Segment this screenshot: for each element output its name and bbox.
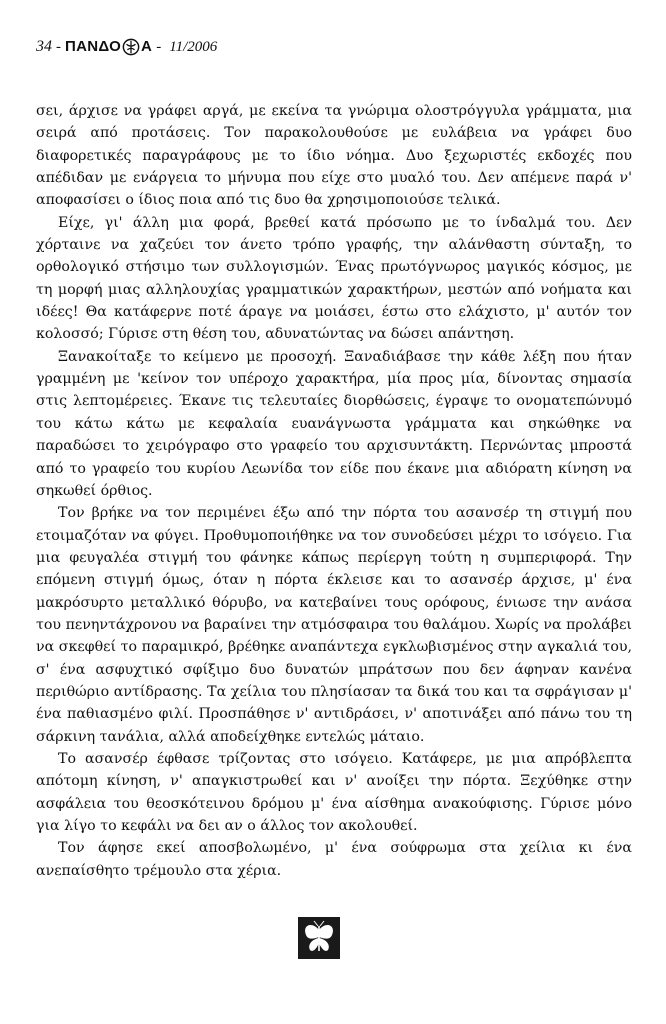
butterfly-ornament-icon xyxy=(298,917,340,959)
paragraph: Είχε, γι' άλλη μια φορά, βρεθεί κατά πρόσωπο με το ίνδαλμά του. Δεν χόρταινε να χαζεύει τον άνετο τρόπο γραφής, την αλάνθαστη σύνταξη, το ορθολογικό στήσιμο των συλλογισμών. Ένας πρωτόγνωρος μαγικός κόσμος, με τη μορφή μιας αλληλουχίας γραμματικών χαρακτήρων, μεστών από νοήματα και ιδέες! Θα κατάφερνε ποτέ άραγε να μοιάσει, έστω στο ελάχιστο, μ' αυτόν τον κολοσσό; Γύρισε στη θέση του, αδυνατώντας να δώσει απάντηση. xyxy=(36,214,632,343)
running-header xyxy=(36,35,217,59)
page-number: 34 xyxy=(36,38,52,55)
issue-date: 11/2006 xyxy=(169,38,218,55)
article-body xyxy=(36,100,632,882)
paragraph: Το ασανσέρ έφθασε τρίζοντας στο ισόγειο. Κατάφερε, με μια απρόβλεπτα απότομη κίνηση, ν' απαγκιστρωθεί και ν' ανοίξει την πόρτα. Ξεχύθηκε στην ασφάλεια του θεοσκότεινου δρόμου μ' ένα αίσθημα ανακούφισης. Γύρισε μόνο για λίγο το κεφάλι να δει αν ο άλλος τον ακολουθεί. xyxy=(36,750,632,834)
magazine-title-right: Α xyxy=(141,37,153,55)
header-separator: - xyxy=(56,38,61,55)
header-separator-2: - xyxy=(156,38,162,55)
paragraph: Τον βρήκε να τον περιμένει έξω από την πόρτα του ασανσέρ τη στιγμή που ετοιμαζόταν να φύγει. Προθυμοποιήθηκε να τον συνοδεύσει μέχρι το ισόγειο. Για μια φευγαλέα στιγμή του φάνηκε κάπως περίεργη τούτη η συμπεριφορά. Την επόμενη στιγμή όμως, όταν η πόρτα έκλεισε και το ασανσέρ άρχισε, μ' ένα μακρόσυρτο μεταλλικό θόρυβο, να κατεβαίνει τους ορόφους, ένιωσε την ανάσα του πενηντάχρονου να βαραίνει την ατμόσφαιρα του θαλάμου. Χωρίς να προλάβει να σκεφθεί το παραμικρό, βρέθηκε αναπάντεχα εγκλωβισμένος στην αγκαλιά του, σ' ένα ασφυχτικό σφίξιμο δυο δυνατών μπράτσων που δεν άφηναν κανένα περιθώριο αντίδρασης. Τα χείλια του πλησίασαν τα δικά του και τα σφράγισαν μ' ένα παθιασμένο φιλί. Προσπάθησε ν' αντιδράσει, ν' αποτινάξει από πάνω του τη σάρκινη τανάλια, αλλά αποδείχθηκε εντελώς μάταιο. xyxy=(36,505,632,745)
paragraph: Ξανακοίταξε το κείμενο με προσοχή. Ξαναδιάβασε την κάθε λέξη που ήταν γραμμένη με 'κείνον τον υπέροχο χαρακτήρα, μία προς μία, δίνοντας σημασία στις λεπτομέρειες. Έκανε τις τελευταίες διορθώσεις, έγραψε το ονοματεπώνυμό του κάτω κάτω με κεφαλαία ευανάγνωστα γράμματα και σηκώθηκε να παραδώσει το χειρόγραφο στο γραφείο του αρχισυντάκτη. Περνώντας μπροστά από το γραφείο του κυρίου Λεωνίδα τον είδε που έκανε μια αδιόρατη κίνηση να σηκωθεί όρθιος. xyxy=(36,348,632,499)
paragraph: Τον άφησε εκεί αποσβολωμένο, μ' ένα σούφρωμα στα χείλια κι ένα ανεπαίσθητο τρέμουλο στα χέρια. xyxy=(36,840,632,879)
magazine-title xyxy=(65,38,152,56)
paragraph: σει, άρχισε να γράφει αργά, με εκείνα τα γνώριμα ολοστρόγγυλα γράμματα, μια σειρά από προτάσεις. Τον παρακολουθούσε με ευλάβεια να γράφει δυο διαφορετικές παραγράφους με το ίδιο νόημα. Δυο ξεχωριστές εκδοχές που απέδιδαν με ενάργεια το μήνυμα που είχε στο μυαλό του. Δεν απέμενε παρά ν' αποφασίσει ο ίδιος ποια από τις δυο θα χρησιμοποιούσε τελικά. xyxy=(36,103,632,209)
pandora-emblem-icon xyxy=(122,38,140,56)
magazine-title-left: ΠΑΝΔΟ xyxy=(65,37,122,55)
